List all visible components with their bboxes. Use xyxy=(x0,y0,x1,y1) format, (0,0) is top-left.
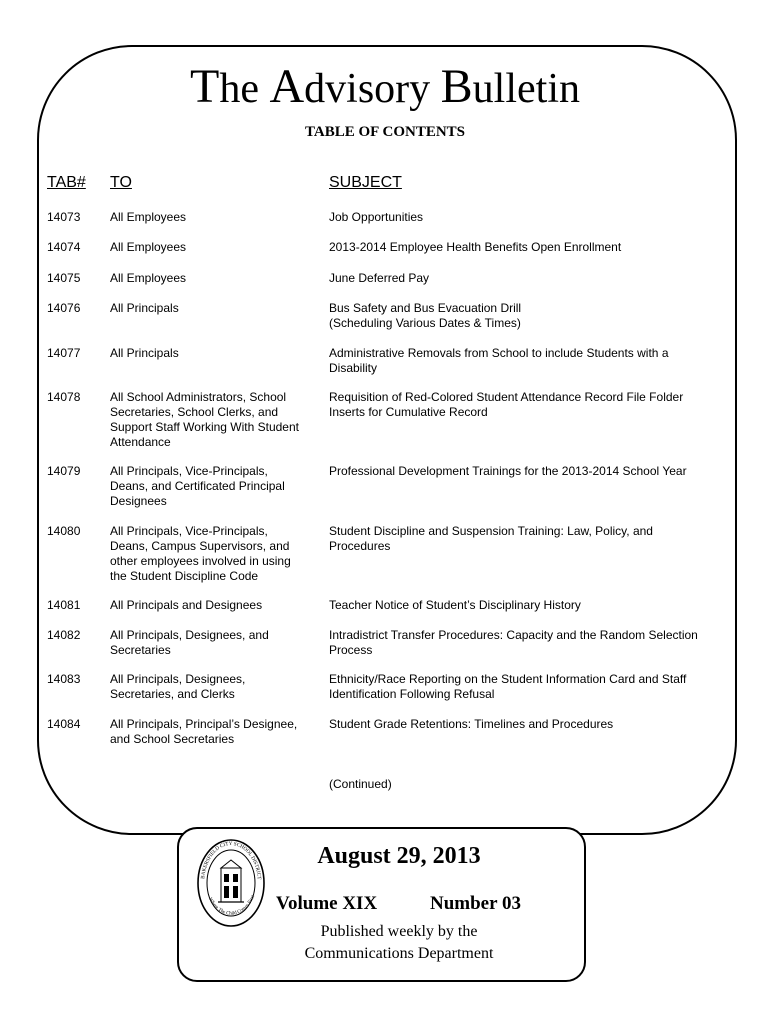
column-header-to: TO xyxy=(110,174,132,191)
title-bulletin: Bulletin xyxy=(440,60,580,113)
recipient: All Employees xyxy=(110,210,187,224)
svg-text:BAKERSFIELD CITY SCHOOL DISTRI xyxy=(200,841,262,881)
tab-number: 14075 xyxy=(47,271,81,285)
recipient: All Principals, Vice-Principals, Deans, and Certificated Principal Designees xyxy=(110,464,285,508)
publisher-line-1: Published weekly by the xyxy=(320,923,478,940)
subject: Student Discipline and Suspension Training: Law, Policy, and Procedures xyxy=(329,524,653,553)
subject: Ethnicity/Race Reporting on the Student Information Card and Staff Identification Following Refusal xyxy=(329,672,687,701)
subject: Professional Development Trainings for the 2013-2014 School Year xyxy=(329,464,687,478)
subject: Intradistrict Transfer Procedures: Capacity and the Random Selection Process xyxy=(329,628,698,657)
subject: Requisition of Red-Colored Student Attendance Record File Folder Inserts for Cumulative Record xyxy=(329,390,684,419)
recipient: All Employees xyxy=(110,240,187,254)
publisher-note xyxy=(268,921,530,965)
subject: 2013-2014 Employee Health Benefits Open Enrollment xyxy=(329,240,622,254)
recipient: All Principals, Designees, Secretaries, and Clerks xyxy=(110,672,246,701)
column-header-subject: SUBJECT xyxy=(329,174,402,191)
column-header-tab: TAB# xyxy=(47,174,86,191)
recipient: All Principals, Principal’s Designee, and School Secretaries xyxy=(110,717,298,746)
bulletin-title xyxy=(0,58,770,118)
recipient: All Principals, Vice-Principals, Deans, Campus Supervisors, and other employees involved in using the Student Discipline Code xyxy=(110,524,291,583)
subject: Administrative Removals from School to include Students with a Disability xyxy=(329,346,669,375)
title-advisory: Advisory xyxy=(269,60,431,113)
publisher-line-2: Communications Department xyxy=(304,945,494,962)
tab-number: 14083 xyxy=(47,672,81,686)
seal-motto: Where The Child Comes First xyxy=(207,894,257,917)
tab-number: 14079 xyxy=(47,464,81,478)
tab-number: 14074 xyxy=(47,240,81,254)
tab-number: 14084 xyxy=(47,717,81,731)
number-label: Number 03 xyxy=(430,893,521,914)
recipient: All Principals xyxy=(110,301,179,315)
seal-text: BAKERSFIELD CITY SCHOOL DISTRICT xyxy=(200,840,262,880)
subject: June Deferred Pay xyxy=(329,271,430,285)
subject: Bus Safety and Bus Evacuation Drill (Scheduling Various Dates & Times) xyxy=(329,301,522,330)
district-seal-icon xyxy=(196,838,266,928)
table-of-contents-heading: TABLE OF CONTENTS xyxy=(304,124,466,140)
volume-label: Volume XIX xyxy=(276,893,378,914)
tab-number: 14073 xyxy=(47,210,81,224)
tab-number: 14078 xyxy=(47,390,81,404)
tab-number: 14080 xyxy=(47,524,81,538)
tab-number: 14077 xyxy=(47,346,81,360)
tab-number: 14081 xyxy=(47,598,81,612)
tab-number: 14082 xyxy=(47,628,81,642)
tab-number: 14076 xyxy=(47,301,81,315)
subject: Student Grade Retentions: Timelines and Procedures xyxy=(329,717,614,731)
recipient: All Principals xyxy=(110,346,179,360)
recipient: All School Administrators, School Secretaries, School Clerks, and Support Staff Working With Student Attendance xyxy=(110,390,299,449)
title-the: The xyxy=(190,60,259,113)
continued-note: (Continued) xyxy=(329,777,392,791)
recipient: All Employees xyxy=(110,271,187,285)
recipient: All Principals, Designees, and Secretaries xyxy=(110,628,269,657)
recipient: All Principals and Designees xyxy=(110,598,263,612)
svg-text:Where The Child Comes First xyxy=(207,894,256,917)
subject: Teacher Notice of Student’s Disciplinary History xyxy=(329,598,581,612)
subject: Job Opportunities xyxy=(329,210,424,224)
issue-date: August 29, 2013 xyxy=(317,843,481,869)
